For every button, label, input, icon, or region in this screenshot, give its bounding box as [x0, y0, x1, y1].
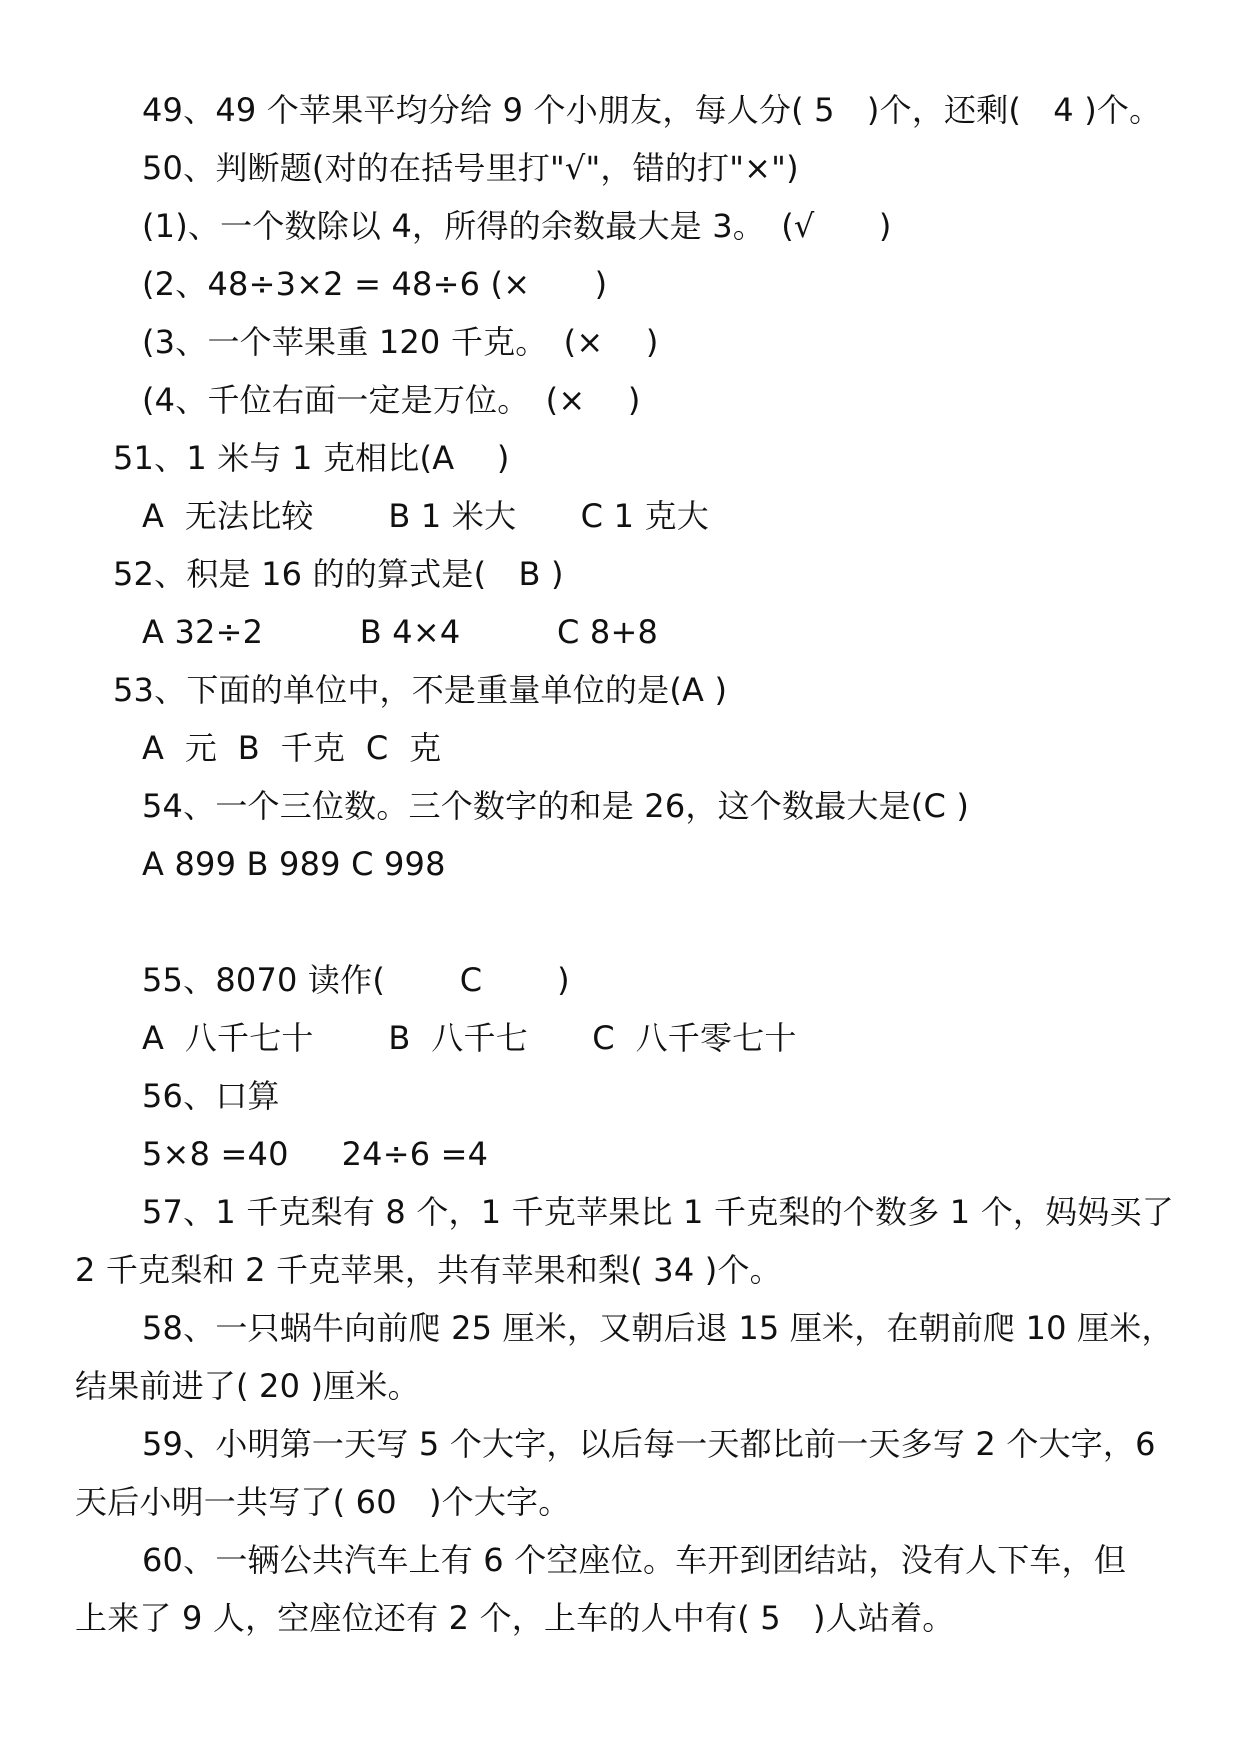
- q60-text-line1: 60、一辆公共汽车上有 6 个空座位。车开到团结站，没有人下车，但: [142, 1541, 1127, 1579]
- q50-item-3: (3、一个苹果重 120 千克。 (× ): [142, 323, 659, 361]
- q55-options: A 八千七十 B 八千七 C 八千零七十: [142, 1019, 797, 1057]
- q58-text-line1: 58、一只蜗牛向前爬 25 厘米，又朝后退 15 厘米，在朝前爬 10 厘米，: [142, 1309, 1174, 1347]
- q50-item-4: (4、千位右面一定是万位。 (× ): [142, 381, 641, 419]
- q60-text-line2: 上来了 9 人，空座位还有 2 个，上车的人中有( 5 )人站着。: [75, 1599, 955, 1637]
- q59-text-line1: 59、小明第一天写 5 个大字，以后每一天都比前一天多写 2 个大字，6: [142, 1425, 1156, 1463]
- q50-item-2: (2、48÷3×2 = 48÷6 (× ): [142, 265, 608, 303]
- q54-text: 54、一个三位数。三个数字的和是 26，这个数最大是(C ): [142, 787, 970, 825]
- q49-text: 49、49 个苹果平均分给 9 个小朋友，每人分( 5 )个，还剩( 4 )个。: [142, 91, 1162, 129]
- q51-options: A 无法比较 B 1 米大 C 1 克大: [142, 497, 709, 535]
- q53-options: A 元 B 千克 C 克: [142, 729, 442, 767]
- q58-text-line2: 结果前进了( 20 )厘米。: [75, 1367, 420, 1405]
- q50-item-1: (1)、一个数除以 4，所得的余数最大是 3。 (√ ): [142, 207, 892, 245]
- q54-options: A 899 B 989 C 998: [142, 845, 446, 883]
- q52-text: 52、积是 16 的的算式是( B ): [113, 555, 564, 593]
- q55-text: 55、8070 读作( C ): [142, 961, 570, 999]
- q59-text-line2: 天后小明一共写了( 60 )个大字。: [75, 1483, 571, 1521]
- q56-answers: 5×8 =40 24÷6 =4: [142, 1135, 489, 1173]
- q56-text: 56、口算: [142, 1077, 280, 1115]
- q57-text-line2: 2 千克梨和 2 千克苹果，共有苹果和梨( 34 )个。: [75, 1251, 782, 1289]
- q50-heading: 50、判断题(对的在括号里打"√"，错的打"×"): [142, 149, 799, 187]
- q57-text-line1: 57、1 千克梨有 8 个，1 千克苹果比 1 千克梨的个数多 1 个，妈妈买了: [142, 1193, 1174, 1231]
- q53-text: 53、下面的单位中，不是重量单位的是(A ): [113, 671, 728, 709]
- q51-text: 51、1 米与 1 克相比(A ): [113, 439, 510, 477]
- q52-options: A 32÷2 B 4×4 C 8+8: [142, 613, 659, 651]
